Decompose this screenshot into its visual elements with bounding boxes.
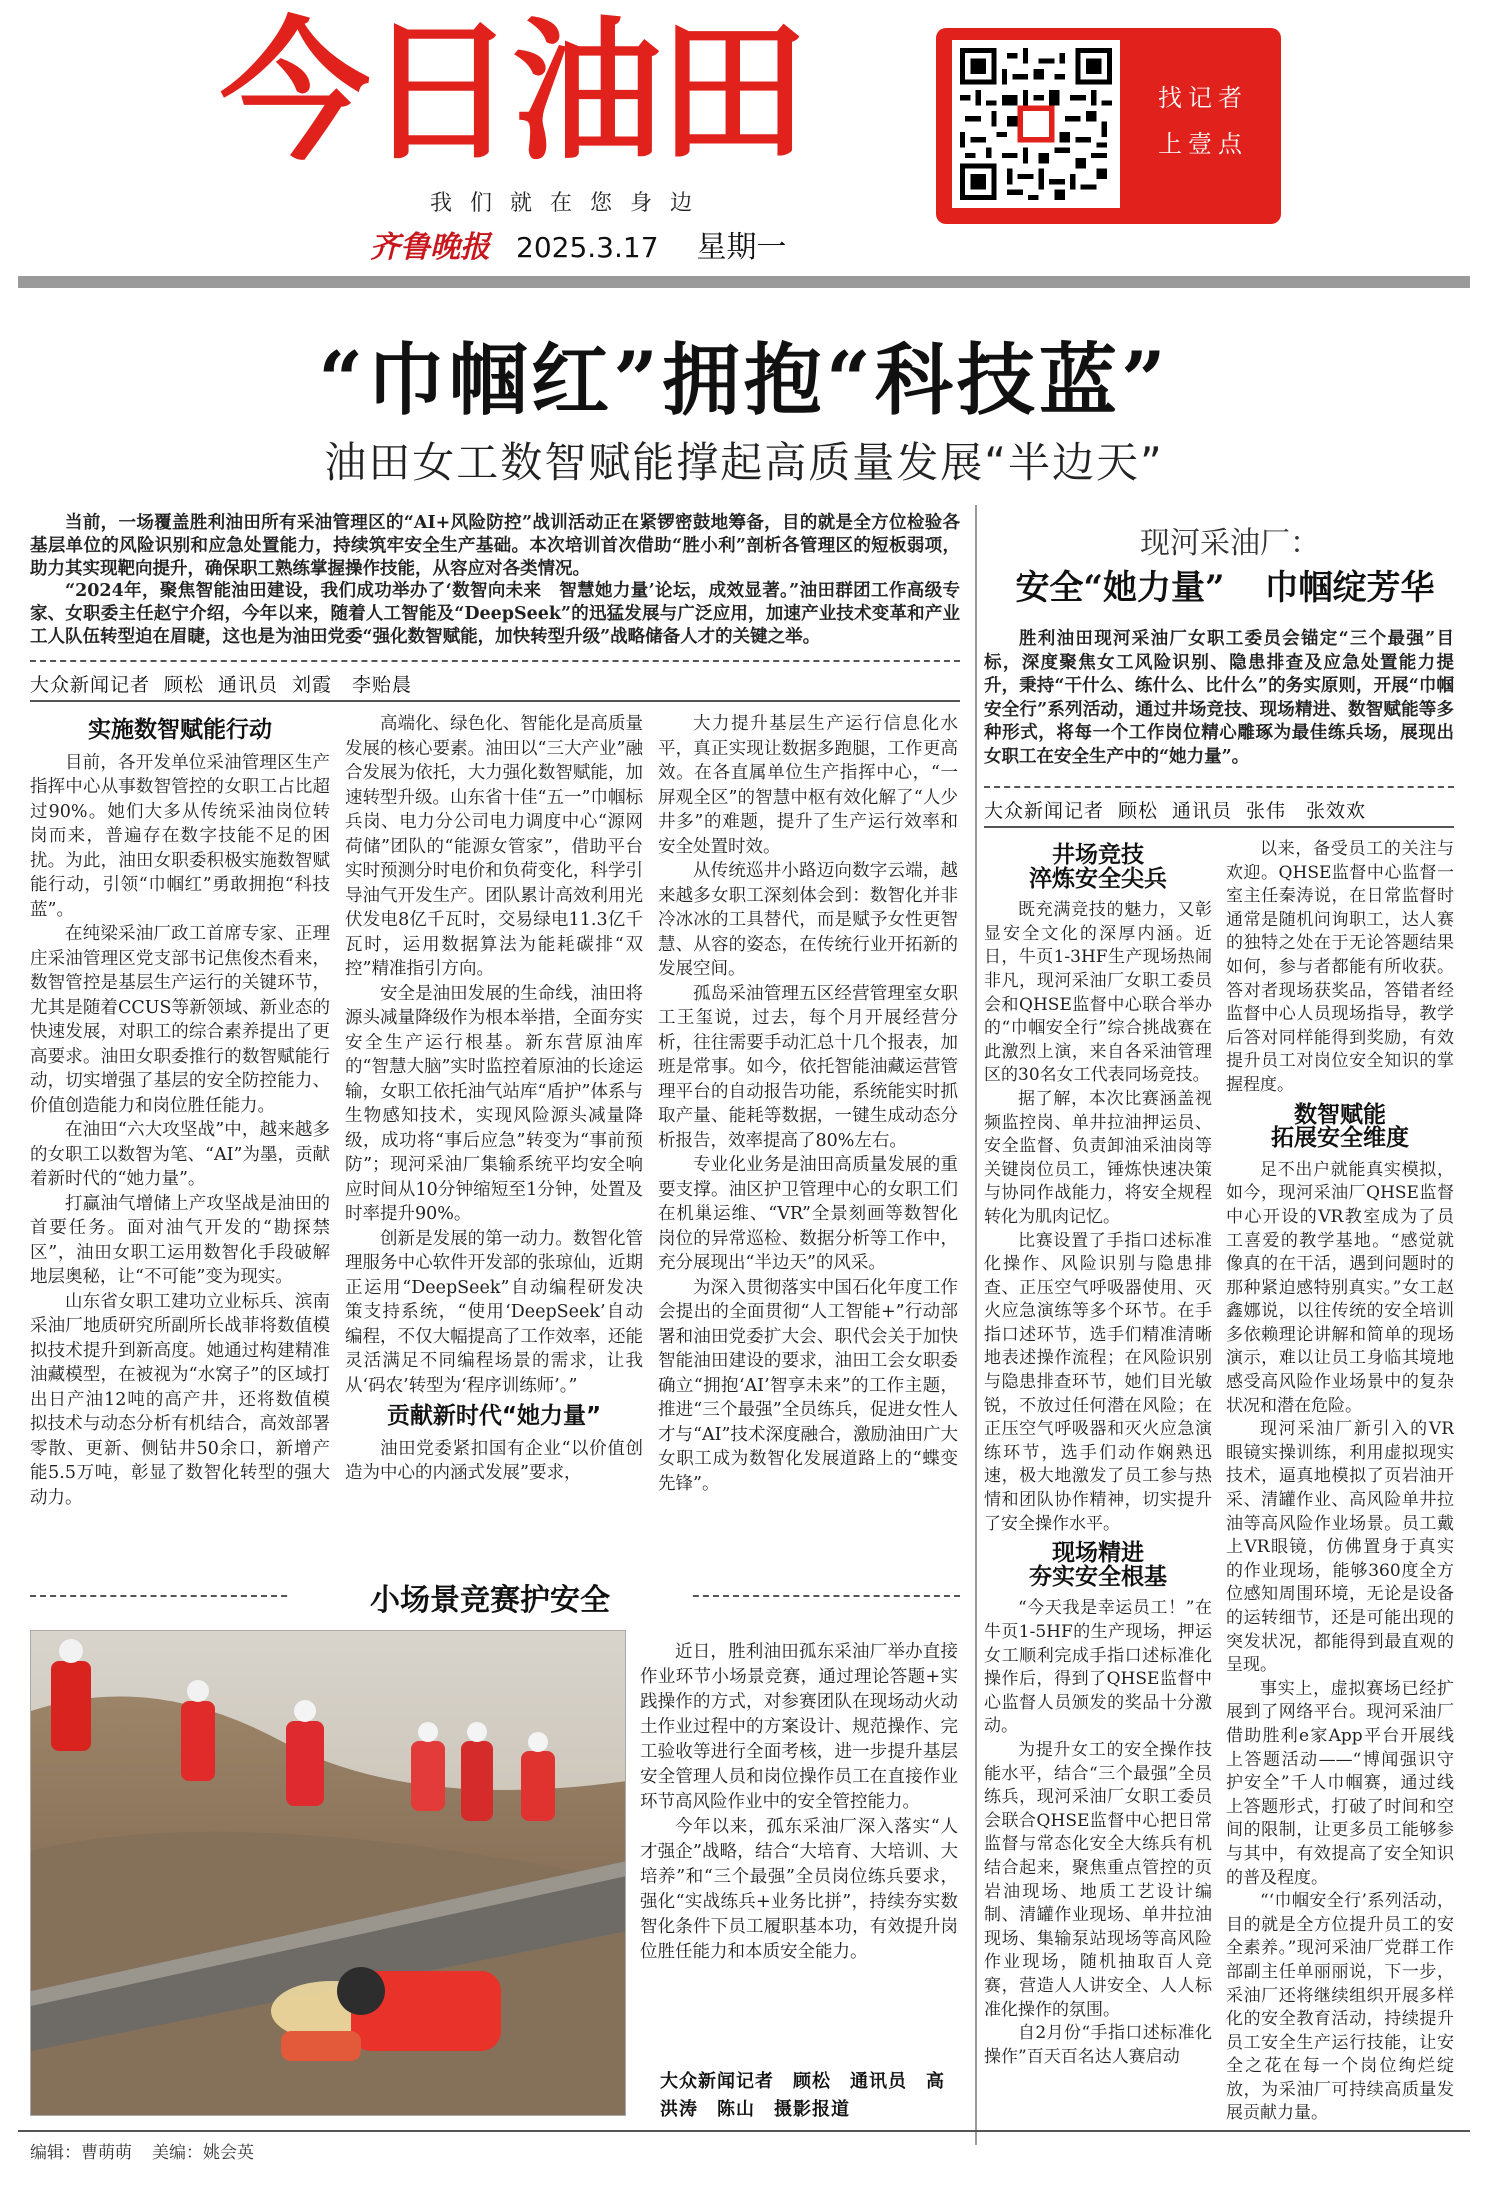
masthead-slogan: 我们就在您身边 bbox=[430, 191, 711, 216]
bottom-byline: 大众新闻记者 顾松 通讯员 高洪涛 陈山 摄影报道 bbox=[660, 2071, 945, 2120]
article-column-3 bbox=[658, 712, 958, 1542]
correspondent-names: 张伟 张效欢 bbox=[1246, 800, 1367, 822]
page-footer bbox=[30, 2138, 274, 2163]
paragraph: 高端化、绿色化、智能化是高质量发展的核心要素。油田以“三大产业”融合发展为依托，大力强化数智赋能，加速转型升级。山东省十佳“五一”巾帼标兵岗、电力分公司电力调度中心“源网荷储”团队的“能源女管家”，借助平台实时预测分时电价和负荷变化，科学引导油气开发生产。团队累计高效利用光伏发电8亿千瓦时，交易绿电11.3亿千瓦时，运用数据算法为能耗碳排“双控”精准指引方向。 bbox=[345, 714, 643, 979]
right-headline-part-b: 巾帼绽芳华 bbox=[1264, 568, 1435, 608]
paragraph: 安全是油田发展的生命线，油田将源头减量降级作为根本举措，全面夯实安全生产运行根基。新东营原油库的“智慧大脑”实时监控着原油的长途运输，女职工依托油气站库“盾护”体系与生物感知技术，实现风险源头减量降级，成功将“事后应急”转变为“事前预防”；现河采油厂集输系统平均安全响应时间从10分钟缩短至1分钟，处置及时率提升90%。 bbox=[345, 983, 643, 1224]
section-title: 实施数智赋能行动 bbox=[88, 717, 272, 743]
correspondent-label: 通讯员 bbox=[218, 674, 279, 696]
right-headline-part-a: 安全“她力量” bbox=[1015, 568, 1225, 608]
bottom-article-title: 小场景竞赛护安全 bbox=[290, 1575, 690, 1619]
paragraph: 为深入贯彻落实中国石化年度工作会提出的全面贯彻“人工智能+”行动部署和油田党委扩大会、职代会关于加快智能油田建设的要求，油田工会女职委确立“拥抱‘AI’智享未来”的工作主题，推进“三个最强”全员练兵，促进女性人才与“AI”技术深度融合，激励油田广大女职工成为数智化发展道路上的“蝶变先锋”。 bbox=[658, 1277, 958, 1494]
issue-weekday: 星期一 bbox=[696, 230, 787, 265]
column-separator bbox=[975, 505, 977, 2145]
byline-divider bbox=[30, 700, 960, 702]
paragraph: 创新是发展的第一动力。数智化管理服务中心软件开发部的张琼仙，近期正运用“DeepSeek”自动编程研发决策支持系统，“使用‘DeepSeek’自动编程，不仅大幅提高了工作效率，还能灵活满足不同编程场景的需求，让我从‘码农’转型为‘程序训练师’。” bbox=[345, 1228, 643, 1396]
section-title: 数智赋能 拓展安全维度 bbox=[1271, 1101, 1409, 1152]
reporter-name: 顾松 bbox=[164, 674, 205, 696]
paragraph: 事实上，虚拟赛场已经扩展到了网络平台。现河采油厂借助胜利e家App平台开展线上答题活动——“博闻强识守护安全”千人巾帼赛，通过线上答题形式，打破了时间和空间的限制，让更多员工能够参与其中，有效提高了安全知识的普及程度。 bbox=[1226, 1678, 1454, 1888]
article-column-2 bbox=[345, 712, 643, 1542]
reporter-label: 大众新闻记者 bbox=[30, 674, 151, 696]
footer-divider bbox=[18, 2130, 1470, 2132]
paragraph: 以来，备受员工的关注与欢迎。QHSE监督中心监督一室主任秦涛说，在日常监督时通常是随机问询职工，达人赛的独特之处在于无论答题结果如何，参与者都能有所收获。答对者现场获奖品，答错者经监督中心人员现场指导，教学后答对同样能得到奖励，有效提升员工对岗位安全知识的掌握程度。 bbox=[1226, 839, 1454, 1095]
masthead-divider bbox=[18, 276, 1470, 288]
masthead-title: 今日油田 bbox=[220, 4, 805, 182]
sub-headline: 油田女工数智赋能撑起高质量发展“半边天” bbox=[324, 438, 1164, 487]
qr-code-icon[interactable] bbox=[952, 40, 1120, 208]
paragraph: “今天我是幸运员工！”在牛页1-5HF的生产现场，押运女工顺利完成手指口述标准化操作后，得到了QHSE监督中心监督人员颁发的奖品十分激动。 bbox=[984, 1598, 1212, 1737]
main-headline: “巾帼红”拥抱“科技蓝” bbox=[318, 335, 1170, 426]
qr-caption-line1: 找记者 bbox=[1158, 84, 1248, 112]
lead-paragraph-1: 当前，一场覆盖胜利油田所有采油管理区的“AI+风险防控”战训活动正在紧锣密鼓地筹备，目的就是全方位检验各基层单位的风险识别和应急处置能力，持续筑牢安全生产基础。本次培训首次借助“胜小利”剖析各管理区的短板弱项，助力其实现靶向提升，确保职工熟练掌握操作技能，从容应对各类情况。 bbox=[30, 513, 960, 579]
lead-divider bbox=[30, 660, 960, 662]
paragraph: 打赢油气增储上产攻坚战是油田的首要任务。面对油气开发的“勘探禁区”，油田女职工运用数智化手段破解地层奥秘，让“不可能”变为现实。 bbox=[30, 1193, 330, 1287]
paragraph: 孤岛采油管理五区经营管理室女职工王玺说，过去，每个月开展经营分析，往往需要手动汇总十几个报表，加班是常事。如今，依托智能油藏运营管理平台的自动报告功能，系统能实时抓取产量、能耗等数据，一键生成动态分析报告，效率提高了80%左右。 bbox=[658, 983, 958, 1151]
main-byline bbox=[30, 670, 426, 697]
paragraph: 今年以来，孤东采油厂深入落实“人才强企”战略，结合“大培育、大培训、大培养”和“三个最强”全员岗位练兵要求，强化“实战练兵+业务比拼”，持续夯实数智化条件下员工履职基本功，有效提升岗位胜任能力和本质安全能力。 bbox=[640, 1817, 958, 1962]
issue-date: 2025.3.17 bbox=[516, 231, 659, 264]
qr-caption-line2: 上壹点 bbox=[1158, 130, 1248, 158]
paragraph: 比赛设置了手指口述标准化操作、风险识别与隐患排查、正压空气呼吸器使用、灭火应急演练等多个环节。在手指口述环节，选手们精准清晰地表述操作流程；在风险识别与隐患排查环节，她们目光敏锐，不放过任何潜在风险；在正压空气呼吸器和灭火应急演练环节，选手们动作娴熟迅速，极大地激发了员工参与热情和团队协作精神，切实提升了安全操作水平。 bbox=[984, 1230, 1212, 1534]
paragraph: 既充满竞技的魅力，又彰显安全文化的深厚内涵。近日，牛页1-3HF生产现场热闹非凡，现河采油厂女职工委员会和QHSE监督中心联合举办的“巾帼安全行”综合挑战赛在此激烈上演，来自各采油管理区的30名女工代表同场竞技。 bbox=[984, 900, 1212, 1086]
paragraph: 在纯梁采油厂政工首席专家、正理庄采油管理区党支部书记焦俊杰看来，数智管控是基层生产运行的关键环节，尤其是随着CCUS等新领域、新业态的快速发展，对职工的综合素养提出了更高要求。油田女职委推行的数智赋能行动，切实增强了基层的安全防控能力、价值创造能力和岗位胜任能力。 bbox=[30, 924, 330, 1116]
paragraph: 为提升女工的安全操作技能水平，结合“三个最强”全员练兵，现河采油厂女职工委员会联合QHSE监督中心把日常监督与常态化安全大练兵有机结合起来，聚焦重点管控的页岩油现场、地质工艺设计编制、清罐作业现场、单井拉油现场、集输泵站现场等高风险作业现场，随机抽取百人竞赛，营造人人讲安全、人人标准化操作的氛围。 bbox=[984, 1739, 1212, 2020]
paragraph: 在油田“六大攻坚战”中，越来越多的女职工以数智为笔、“AI”为墨，贡献着新时代的“她力量”。 bbox=[30, 1120, 330, 1189]
correspondent-label: 通讯员 bbox=[1172, 800, 1233, 822]
paragraph: 自2月份“手指口述标准化操作”百天百名达人赛启动 bbox=[984, 2023, 1212, 2067]
bottom-article-text bbox=[640, 1640, 958, 2060]
right-lead-divider bbox=[984, 786, 1454, 788]
editor-credit: 编辑：曹萌萌 bbox=[30, 2143, 132, 2163]
section-title: 贡献新时代“她力量” bbox=[386, 1403, 602, 1429]
right-byline bbox=[984, 796, 1380, 823]
welding-scene-image bbox=[31, 1631, 626, 2116]
paragraph: 足不出户就能真实模拟，如今，现河采油厂QHSE监督中心开设的VR教室成为了员工喜爱的教学基地。“感觉就像真的在干活，遇到问题时的那种紧迫感特别真实。”女工赵鑫娜说，以往传统的安全培训多依赖理论讲解和简单的现场演示，难以让员工身临其境地感受高风险作业场景中的复杂状况和潜在危险。 bbox=[1226, 1159, 1454, 1416]
correspondent-names: 刘霞 李贻晨 bbox=[292, 674, 413, 696]
right-column-a bbox=[984, 838, 1212, 2130]
right-article-headline bbox=[990, 560, 1460, 609]
right-byline-divider bbox=[984, 826, 1454, 828]
reporter-name: 顾松 bbox=[1118, 800, 1159, 822]
paragraph: “‘巾帼安全行’系列活动，目的就是全方位提升员工的安全素养。”现河采油厂党群工作部副主任单丽丽说，下一步，采油厂还将继续组织开展多样化的安全教育活动，持续提升员工安全生产运行技能，让安全之花在每一个岗位绚烂绽放，为采油厂可持续高质量发展贡献力量。 bbox=[1226, 1891, 1454, 2124]
section-title: 井场竞技 淬炼安全尖兵 bbox=[1029, 842, 1167, 892]
designer-credit: 美编：姚会英 bbox=[152, 2143, 254, 2163]
lead-paragraph-2: “2024年，聚焦智能油田建设，我们成功举办了‘数智向未来 智慧她力量’论坛，成效显著。”油田群团工作高级专家、女职委主任赵宁介绍，今年以来，随着人工智能及“DeepSeek”的迅猛发展与广泛应用，加速产业技术变革和产业工人队伍转型迫在眉睫，这也是为油田党委“强化数智赋能，加快转型升级”战略储备人才的关键之举。 bbox=[30, 581, 960, 647]
paragraph: 从传统巡井小路迈向数字云端，越来越多女职工深刻体会到：数智化并非冷冰冰的工具替代，而是赋予女性更智慧、从容的姿态，在传统行业开拓新的发展空间。 bbox=[658, 861, 958, 979]
paragraph: 目前，各开发单位采油管理区生产指挥中心从事数智管控的女职工占比超过90%。她们大多从传统采油岗位转岗而来，普遍存在数字技能不足的困扰。为此，油田女职委积极实施数智赋能行动，引领“巾帼红”勇敢拥抱“科技蓝”。 bbox=[30, 752, 330, 920]
brand-logo: 齐鲁晚报 bbox=[370, 230, 490, 265]
paragraph: 大力提升基层生产运行信息化水平，真正实现让数据多跑腿，工作更高效。在各直属单位生产指挥中心，“一屏观全区”的智慧中枢有效化解了“人少井多”的难题，提升了生产运行效率和安全处置时效。 bbox=[658, 714, 958, 857]
paragraph: 现河采油厂新引入的VR眼镜实操训练，利用虚拟现实技术，逼真地模拟了页岩油开采、清罐作业、高风险单井拉油等高风险作业场景。员工戴上VR眼镜，仿佛置身于真实的作业现场，能够360度全方位感知周围环境，无论是设备的运转细节，还是可能出现的突发状况，都能得到最直观的呈现。 bbox=[1226, 1419, 1454, 1676]
right-article-kicker: 现河采油厂： bbox=[1140, 526, 1320, 561]
news-photo bbox=[30, 1630, 626, 2116]
right-column-b bbox=[1226, 838, 1454, 2130]
article-column-1 bbox=[30, 712, 330, 1542]
paragraph: 据了解，本次比赛涵盖视频监控岗、单井拉油押运员、安全监督、负责卸油采油岗等关键岗位员工，锤炼快速决策与协同作战能力，将安全规程转化为肌肉记忆。 bbox=[984, 1088, 1212, 1227]
paragraph: 油田党委紧扣国有企业“以价值创造为中心的内涵式发展”要求， bbox=[345, 1438, 643, 1483]
paragraph: 山东省女职工建功立业标兵、滨南采油厂地质研究所副所长战菲将数值模拟技术提升到新高度。她通过构建精准油藏模型，在被视为“水窝子”的区域打出日产油12吨的高产井，还将数值模拟技术与动态分析有机结合，高效部署零散、更新、侧钻井50余口，新增产能5.5万吨，彰显了数智化转型的强大动力。 bbox=[30, 1291, 330, 1508]
masthead-brand-row bbox=[370, 222, 787, 266]
section-title: 现场精进 夯实安全根基 bbox=[1029, 1540, 1167, 1590]
paragraph: 近日，胜利油田孤东采油厂举办直接作业环节小场景竞赛，通过理论答题+实践操作的方式，对参赛团队在现场动火动土作业过程中的方案设计、规范操作、完工验收等进行全面考核，进一步提升基层安全管理人员和岗位操作员工在直接作业环节高风险作业中的安全管控能力。 bbox=[640, 1642, 958, 1812]
right-article-lead: 胜利油田现河采油厂女职工委员会锚定“三个最强”目标，深度聚焦女工风险识别、隐患排查及应急处置能力提升，秉持“干什么、练什么、比什么”的务实原则，开展“巾帼安全行”系列活动，通过井场竞技、现场精进、数智赋能等多种形式，将每一个工作岗位精心雕琢为最佳练兵场，展现出女职工在安全生产中的“她力量”。 bbox=[984, 629, 1454, 767]
reporter-label: 大众新闻记者 bbox=[984, 800, 1105, 822]
paragraph: 专业化业务是油田高质量发展的重要支撑。油区护卫管理中心的女职工们在机巢运维、“VR”全景刻画等数智化岗位的异常巡检、数据分析等工作中，充分展现出“半边天”的风采。 bbox=[658, 1155, 958, 1273]
